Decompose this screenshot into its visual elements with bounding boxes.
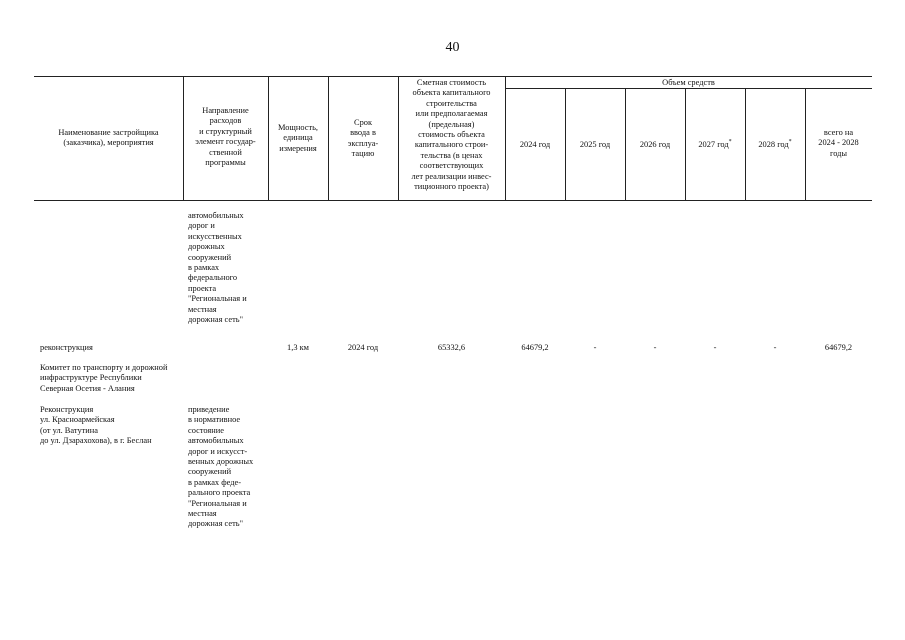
col-divider — [505, 76, 506, 200]
header-name: Наименование застройщика (заказчика), мероприятия — [58, 128, 159, 148]
table-header-bottom-border — [34, 200, 872, 201]
reconstruction-total: 64679,2 — [824, 343, 853, 352]
reconstruction-cost: 65332,6 — [437, 343, 466, 352]
object-name: Реконструкция ул. Красноармейская (от ул. Ватутина до ул. Дзарахохова), в г. Беслан — [40, 405, 152, 446]
header-volume: Объем средств — [662, 78, 715, 87]
reconstruction-capacity: 1,3 км — [287, 343, 309, 352]
reconstruction-term: 2024 год — [347, 343, 379, 352]
reconstruction-2024: 64679,2 — [521, 343, 549, 352]
table-top-border — [34, 76, 872, 77]
header-direction: Направление расходов и структурный элемент государ- ственной программы — [195, 106, 256, 168]
header-2027: 2027 год* — [698, 139, 732, 149]
header-2025: 2025 год — [579, 140, 611, 149]
reconstruction-name: реконструкция — [40, 343, 93, 352]
footnote-mark: * — [728, 139, 732, 146]
continuation-direction: автомобильных дорог и искусственных дорожных сооружений в рамках федерального проекта "Региональная и местная дорожная сеть" — [188, 211, 247, 325]
reconstruction-2028: - — [773, 343, 777, 352]
reconstruction-2025: - — [593, 343, 597, 352]
object-direction: приведение в нормативное состояние автомобильных дорог и искусст- венных дорожных сооружений в рамках феде- рального проекта "Региональная и местная дорожная сеть" — [188, 405, 254, 529]
reconstruction-2027: - — [713, 343, 717, 352]
reconstruction-2026: - — [653, 343, 657, 352]
header-2026: 2026 год — [639, 140, 671, 149]
header-term: Срок ввода в эксплуа- тацию — [347, 118, 379, 159]
header-capacity: Мощность, единица измерения — [277, 123, 319, 153]
footnote-mark: * — [788, 139, 792, 146]
committee-name: Комитет по транспорту и дорожной инфраструктуре Республики Северная Осетия - Алания — [40, 363, 168, 393]
header-2024: 2024 год — [519, 140, 551, 149]
header-cost: Сметная стоимость объекта капитального строительства или предполагаемая (предельная) стоимость объекта капитального строи- тельства (в ценах соответствующих лет реализации инвес- тиционного проекта) — [411, 78, 492, 192]
header-total: всего на 2024 - 2028 годы — [818, 128, 859, 158]
page-number: 40 — [445, 40, 460, 55]
header-2028: 2028 год* — [758, 139, 792, 149]
